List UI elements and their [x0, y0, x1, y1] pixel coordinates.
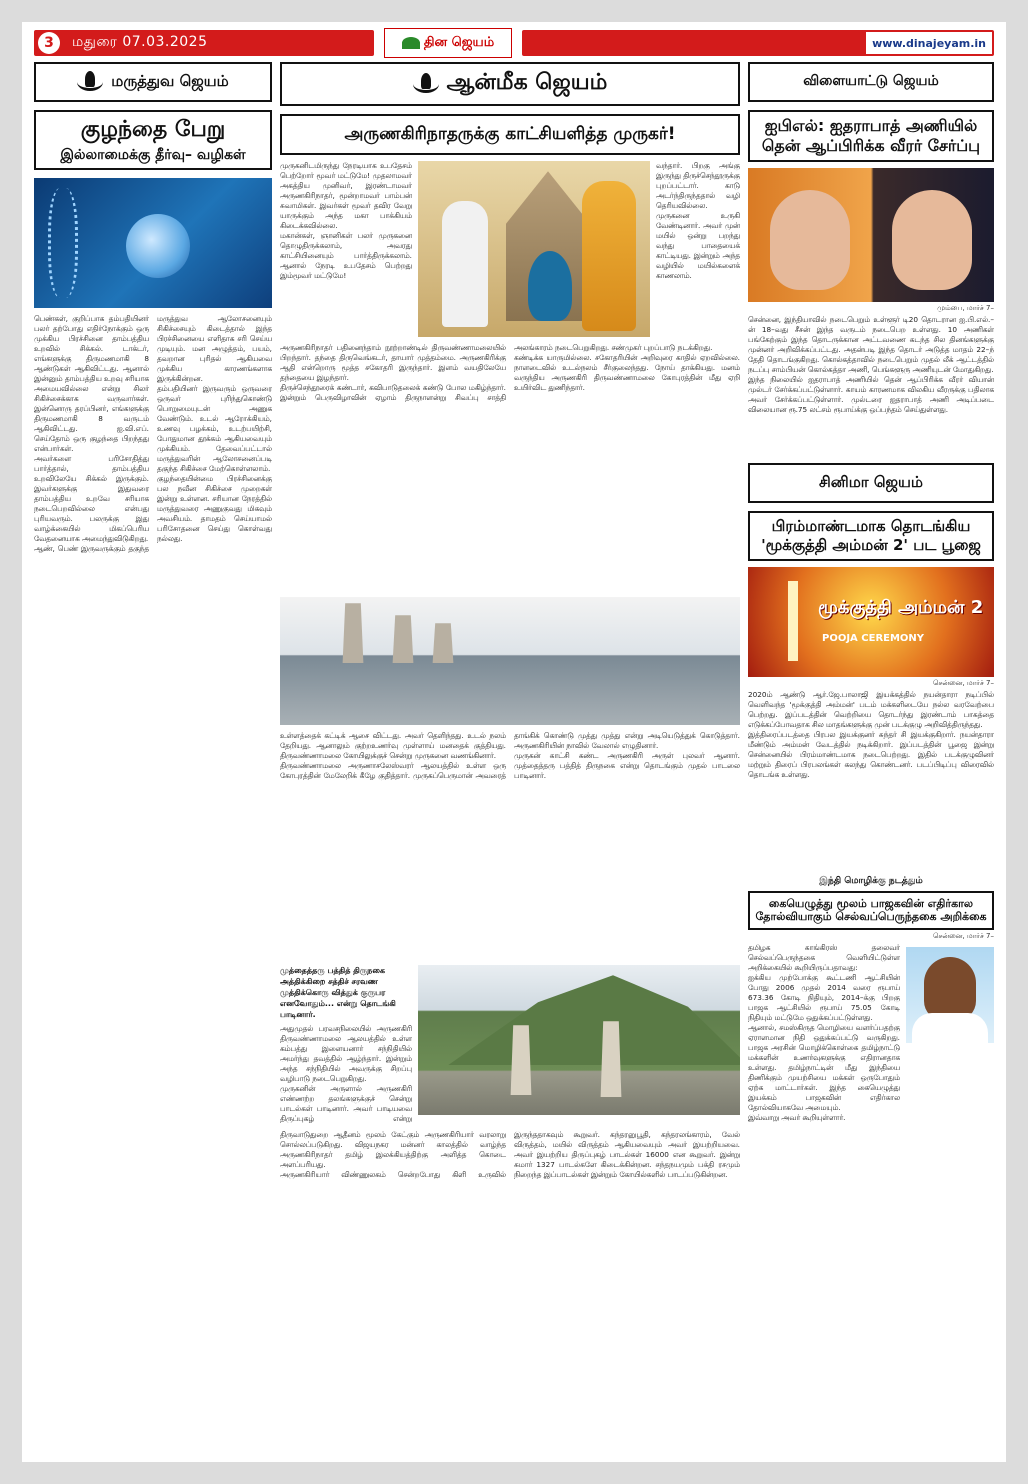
article-body-medical: பெண்கள், குறிப்பாக தம்பதியினர் பலர் தற்போது எதிர்நோக்கும் ஒரு முக்கிய பிரச்சினை தாம்பத்திய உறவில் சிக்கல். டாக்டர், எங்களுக்கு திருமணமாகி 8 ஆண்டுகள் ஆகிவிட்டது. ஆனால் இன்னும் தாம்பத்திய உறவு சரியாக அமையவில்லை என்று சிலர் சிகிச்சைக்காக வருவார்கள். இன்னொரு தரப்பினர், எங்களுக்கு திருமணமாகி 8 வருடம் ஆகிவிட்டது. ஐ.வி.எப். செய்தோம் ஒரு குழந்தை பிறந்தது என்பார்கள். அவர்களை பரிசோதித்து பார்த்தால், தாம்பத்திய உறவிலேயே சிக்கல் இருக்கும். இவர்களுக்கு இதுவரை தாம்பத்திய உறவே சரியாக நடைபெறவில்லை என்பது புரியவரும். பலருக்கு இது வாழ்க்கையில் மிகப்பெரிய வேதனையாக அமைந்துவிடுகிறது. ஆண், பெண் இருவருக்கும் தகுந்த மருத்துவ ஆலோசனையும் சிகிச்சையும் கிடைத்தால் இந்த பிரச்சினையை எளிதாக சரி செய்ய முடியும். மன அழுத்தம், பயம், தவறான புரிதல் ஆகியவை முக்கிய காரணங்களாக இருக்கின்றன. தம்பதியினர் இருவரும் ஒருவரை ஒருவர் புரிந்துகொண்டு பொறுமையுடன் அணுக வேண்டும். உடல் ஆரோக்கியம், உணவு பழக்கம், உடற்பயிற்சி, போதுமான தூக்கம் ஆகியவையும் முக்கியம். தேவைப்பட்டால் மருத்துவரின் ஆலோசனைப்படி தகுந்த சிகிச்சை மேற்கொள்ளலாம். குழந்தையின்மை பிரச்சினைக்கு பல நவீன சிகிச்சை முறைகள் இன்று உள்ளன. சரியான நேரத்தில் மருத்துவரை அணுகுவது மிகவும் அவசியம். தாமதம் செய்யாமல் பரிசோதனை செய்து கொள்வது நல்லது.	[34, 314, 272, 553]
column-medical	[34, 62, 272, 1414]
dateline-cinema: சென்னை, மார்ச் 7–	[933, 678, 994, 687]
lotus-icon	[413, 75, 439, 93]
spiritual-row-1	[280, 161, 740, 337]
poster-subtitle: POOJA CEREMONY	[822, 632, 925, 644]
article-body-politics: தமிழக காங்கிரஸ் தலைவர் செல்வப்பெருந்தகை வெளியிட்டுள்ள அறிக்கையில் கூறியிருப்பதாவது: ஐக்கிய முற்போக்கு கூட்டணி ஆட்சியின் போது 2006 முதல் 2014 வரை ரூபாய் 673.36 கோடி நிதியும், 2014–க்கு பிறகு பாஜக ஆட்சியில் ரூபாய் 75.05 கோடி நிதியும் மட்டுமே ஒதுக்கப்பட்டுள்ளது. ஆனால், சமஸ்கிருத மொழியை வளர்ப்பதற்கு ஏராளமான நிதி ஒதுக்கப்பட்டு வருகிறது. பாஜக அரசின் மொழிக்கொள்கை தமிழ்நாட்டு மக்களின் உணர்வுகளுக்கு எதிரானதாக உள்ளது. தமிழ்நாட்டின் மீது இந்தியை திணிக்கும் முயற்சியை மக்கள் ஒருபோதும் ஏற்க மாட்டார்கள். இந்த கையெழுத்து இயக்கம் பாஜகவின் எதிர்கால தோல்வியாகவே அமையும். இவ்வாறு அவர் கூறியுள்ளார்.	[748, 943, 900, 1122]
gopuram-icon	[340, 603, 366, 663]
politician-portrait	[906, 947, 994, 1043]
header-left-bar	[34, 30, 374, 56]
section-label: விளையாட்டு ஜெயம்	[803, 73, 939, 89]
leaf-icon	[402, 37, 420, 49]
peacock-icon	[528, 251, 572, 321]
headline-line-2: இல்லாமைக்கு தீர்வு– வழிகள்	[60, 146, 246, 163]
verse-subhead: முத்தைத்தரு பத்தித் திருநகை அத்திக்கிறை சத்திச் சரவண முத்திக்கொரு வித்துக் குருபர எனவோதும்... என்று தொடங்கி பாடினார்.	[280, 966, 396, 1020]
article-body-1: முருகனிடமிருந்து நேரடியாக உபதேசம் பெற்றோர் மூவர் மட்டுமே! முதலாமவர் அகத்திய முனிவர், இரண்டாமவர் அருணகிரிநாதர், மூன்றாமவர் பாம்பன் சுவாமிகள். இவர்கள் மூவர் தவிர வேறு யாருக்கும் அந்த மகா பாக்கியம் கிடைக்கவில்லை. மகான்கள், ஞானிகள் பலர் முருகனை தொழுதிருக்கலாம், அவரது காட்சியினையும் பார்த்திருக்கலாம். ஆனால் நேரடி உபதேசம் பெற்றது இம்மூவர் மட்டுமே!	[280, 161, 412, 281]
player-face	[770, 190, 850, 290]
hill-icon	[448, 975, 740, 1065]
header-right-bar	[522, 30, 994, 56]
section-label: மருத்துவ ஜெயம்	[111, 72, 229, 90]
dateline-sports: மும்பை, மார்ச் 7–	[937, 304, 994, 312]
section-label: ஆன்மீக ஜெயம்	[446, 70, 608, 95]
gopuram-icon	[390, 615, 416, 663]
murugan-figure	[582, 181, 636, 331]
column-spiritual	[280, 62, 740, 1330]
embryo-icon	[126, 214, 190, 278]
headline-sports: ஐபிஎல்: ஐதராபாத் அணியில் தென் ஆப்பிரிக்க வீரர் சேர்ப்பு	[748, 110, 994, 162]
article-body-sports: சென்னை, இந்தியாவில் நடைபெறும் உள்ளூர் டி20 தொடரான ஐ.பி.எல்.–ன் 18–வது சீசன் இந்த வருடம் நடைபெற உள்ளது. 10 அணிகள் பங்கேற்கும் இந்த தொடருக்கான அட்டவணை கடந்த சில தினங்களுக்கு முன்னர் அறிவிக்கப்பட்டது. அதன்படி இந்த தொடர் அடுத்த மாதம் 22–ந் தேதி தொடங்குகிறது. கொல்கத்தாவில் நடைபெறும் முதல் லீக் ஆட்டத்தில் நடப்பு சாம்பியன் கொல்கத்தா அணி, பெங்களூரு அணியுடன் மோதுகிறது. இந்த நிலையில் ஐதராபாத் அணியில் தென் ஆப்பிரிக்க வீரர் வியான் முல்டர் சேர்க்கப்பட்டுள்ளார். காயம் காரணமாக விலகிய வீரருக்கு பதிலாக அவர் சேர்க்கப்பட்டுள்ளார். முல்டரை ஐதராபாத் அணி அடிப்படை விலையான ரூ.75 லட்சம் ரூபாய்க்கு ஒப்பந்தம் செய்துள்ளது.	[748, 315, 994, 414]
headline-cinema: பிரம்மாண்டமாக தொடங்கிய 'மூக்குத்தி அம்மன் 2' பட பூஜை	[748, 511, 994, 561]
section-title-medical	[34, 62, 272, 102]
masthead-text: தின ஜெயம்	[423, 35, 495, 50]
movie-poster	[748, 567, 994, 677]
portrait-body	[912, 1013, 988, 1043]
article-body-5: திருவாடுதுறை ஆதீனம் மூலம் கேட்கும் அருணகிரியார் வரலாறு சொல்லப்படுகிறது. விஜயநகர மன்னர் காலத்தில் வாழ்ந்த அருணகிரிநாதர் தமிழ் இலக்கியத்திற்கு அளித்த கொடை அளப்பரியது. அருணகிரியார் விண்ணுலகம் சென்றபோது கிளி உருவில் இருந்ததாகவும் கூறுவர். கந்தரனுபூதி, கந்தரலங்காரம், வேல் விருத்தம், மயில் விருத்தம் ஆகியவையும் அவர் இயற்றியவை. அவர் இயற்றிய திருப்புகழ் பாடல்கள் 16000 என கூறுவர். இன்று சுமார் 1327 பாடல்களே கிடைக்கின்றன. சந்தநயமும் பக்தி ரசமும் நிறைந்த இப்பாடல்கள் இன்றும் கோயில்களில் பாடப்படுகின்றன.	[280, 1130, 740, 1180]
section-label: சினிமா ஜெயம்	[819, 473, 923, 491]
dna-icon	[48, 188, 78, 298]
section-title-sports	[748, 62, 994, 102]
portrait-face	[924, 957, 976, 1021]
headline-medical	[34, 110, 272, 170]
headline-politics: கையெழுத்து மூலம் பாஜகவின் எதிர்கால தோல்வியாகும் செல்வப்பெருந்தகை அறிக்கை	[748, 891, 994, 931]
saint-figure	[442, 201, 488, 327]
page-number: 3	[38, 32, 60, 54]
poster-title: மூக்குத்தி அம்மன் 2	[818, 596, 984, 618]
trident-icon	[788, 581, 798, 661]
players-photo	[748, 168, 994, 302]
spiritual-subcol	[280, 965, 412, 1124]
temple-photo	[280, 597, 740, 725]
kicker-politics: இந்தி மொழிக்கு நடத்தும்	[819, 875, 923, 886]
murugan-illustration	[418, 161, 650, 337]
gopuram-icon	[430, 623, 456, 663]
dna-embryo-image	[34, 178, 272, 308]
section-title-cinema	[748, 463, 994, 503]
website-url[interactable]: www.dinajeyam.in	[866, 32, 992, 54]
headline-line-1: குழந்தை பேறு	[80, 117, 226, 142]
newspaper-page	[22, 22, 1006, 1462]
dateline-politics: சென்னை, மார்ச் 7–	[933, 932, 994, 940]
article-body-2: அருணகிரிநாதர் பதினைந்தாம் நூற்றாண்டில் திருவண்ணாமலையில் பிறந்தார். தந்தை திருவெங்கடர், தாயார் முத்தம்மை. அருணகிரிக்கு ஆதி என்றொரு மூத்த சகோதரி இருந்தார். இளம் வயதிலேயே தந்தையை இழந்தார். திருச்செந்தூரைக் கண்டார், கவிபாடுதலைக் கண்டு போல மகிழ்ந்தார். இன்றும் பெருவிழாவின் ஏழாம் திருநாளன்று சிவப்பு சாத்தி அலங்காரம் நடைபெறுகிறது. சண்முகர் புறப்பாடு நடக்கிறது. கண்டிக்க யாருமில்லை. சகோதரியின் அறிவுரை காதில் ஏறவில்லை. நாளடைவில் உடல்நலம் சீர்குலைந்தது. நோய் தாக்கியது. மனம் வருந்திய அருணகிரி திருவண்ணாமலை கோபுரத்தின் மீது ஏறி உயிர்விட துணிந்தார்.	[280, 343, 740, 403]
section-title-spiritual	[280, 62, 740, 106]
column-sports-cinema	[748, 62, 994, 1303]
player-face	[892, 190, 972, 290]
article-body-cinema: 2020ம் ஆண்டு ஆர்.ஜே.பாலாஜி இயக்கத்தில் நயன்தாரா நடிப்பில் வெளிவந்த 'மூக்குத்தி அம்மன்' படம் மக்களிடையே நல்ல வரவேற்பை பெற்றது. இப்படத்தின் வெற்றியை தொடர்ந்து இரண்டாம் பாகத்தை எடுக்கப்போவதாக சில மாதங்களுக்கு முன் படக்குழு அறிவித்திருந்தது. இத்திரைப்படத்தை பிரபல இயக்குனர் சுந்தர் சி இயக்குகிறார். நயன்தாரா மீண்டும் அம்மன் வேடத்தில் நடிக்கிறார். இப்படத்தின் பூஜை இன்று சென்னையில் பிரம்மாண்டமாக நடைபெற்றது. இதில் படக்குழுவினர் மற்றும் திரைப் பிரபலங்கள் கலந்து கொண்டனர். படப்பிடிப்பு விரைவில் தொடங்க உள்ளது.	[748, 689, 994, 779]
lotus-icon	[77, 73, 103, 91]
spiritual-row-2	[280, 965, 740, 1124]
masthead-logo	[384, 28, 512, 58]
article-body-3: உள்ளத்தைக் கட்டிக் ஆசை விட்டது. அவர் தெளிந்தது. உடல் நலம் தேறியது. ஆனாலும் குற்றஉணர்வு முள்ளாய் மனதைக் குத்தியது. திருவண்ணாமலை கோயிலுக்குச் சென்று முருகனை வணங்கினார். திருவண்ணாமலை அருணாசலேஸ்வரர் ஆலயத்தில் உள்ள ஒரு கோபுரத்தின் மேலேறிக் கீழே குதித்தார். முருகப்பெருமான் அவரைத் தாங்கிக் கொண்டு முத்து முத்து என்று அடியெடுத்துக் கொடுத்தார். அருணகிரியின் நாவில் வேலால் எழுதினார். முருகன் காட்சி கண்ட அருணகிரி அருள் புலவர் ஆனார். முத்தைத்தரு பத்தித் திருநகை என்று தொடங்கும் முதல் பாடலை பாடினார்.	[280, 731, 740, 781]
page-header	[34, 28, 994, 58]
headline-spiritual: அருணகிரிநாதருக்கு காட்சியளித்த முருகர்!	[280, 114, 740, 155]
article-body-4: அதுமுதல் பரவசநிலையில் அருணகிரி திருவண்ணாமலை ஆலயத்தில் உள்ள கம்பத்து இளையனார் சந்நிதியில் அமர்ந்து தவத்தில் ஆழ்ந்தார். இன்றும் அந்த சந்நிதியில் அவருக்கு சிறப்பு வழிபாடு நடைபெறுகிறது. முருகனின் அருளால் அருணகிரி எண்ணற்ற தலங்களுக்குச் சென்று பாடல்கள் பாடினார். அவர் பாடியவை திருப்புகழ் என்று	[280, 1024, 412, 1124]
hill-temple-photo	[418, 965, 740, 1115]
article-body-right: வந்தார். பிறகு அங்கு இருந்து திருச்செந்தூருக்கு புறப்பட்டார். காடு அடர்ந்திருந்ததால் வழி தெரியவில்லை. முருகனை உருகி வேண்டினார். அவர் முன் மயில் ஒன்று பறந்து வந்து பாதையைக் காட்டியது. இன்றும் அந்த வழியில் மயில்களைக் காணலாம்.	[656, 161, 740, 281]
city-date: மதுரை 07.03.2025	[72, 34, 208, 50]
